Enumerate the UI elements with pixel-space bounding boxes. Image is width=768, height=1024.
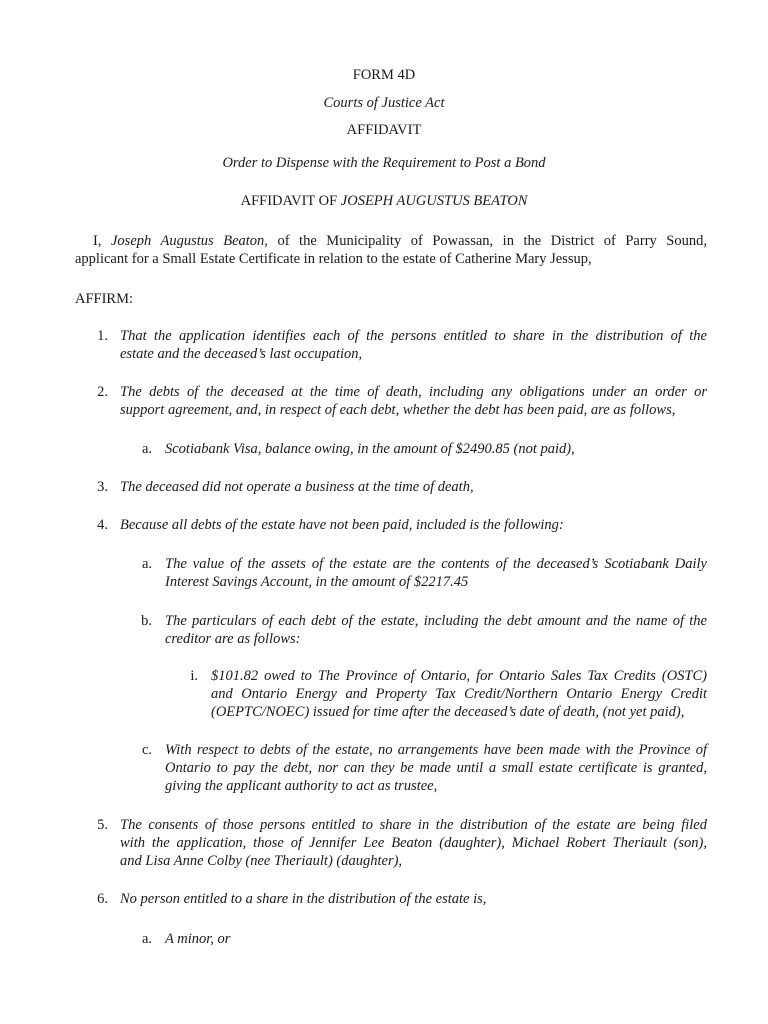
item-4c-line-3: giving the applicant authority to act as trustee,: [165, 778, 438, 794]
item-4bi-line-3: (OEPTC/NOEC) issued for time after the deceased’s date of death, (not yet paid),: [211, 704, 685, 720]
item-number: 1.: [97, 328, 108, 344]
sub-sub-item-numeral: i.: [190, 668, 198, 684]
item-number: 2.: [97, 384, 108, 400]
intro-line-1: I, Joseph Augustus Beaton, of the Municipality of Powassan, in the District of Parry Sound,: [93, 233, 707, 249]
item-6-text: No person entitled to a share in the distribution of the estate is,: [120, 891, 487, 907]
sub-item-letter: b.: [141, 613, 152, 629]
sub-item-letter: a.: [141, 556, 152, 572]
sub-item-letter: a.: [141, 441, 152, 457]
item-2a-text: Scotiabank Visa, balance owing, in the amount of $2490.85 (not paid),: [165, 441, 575, 457]
item-number: 5.: [97, 817, 108, 833]
item-4-text: Because all debts of the estate have not been paid, included is the following:: [120, 517, 564, 533]
document-type: AFFIDAVIT: [346, 122, 422, 138]
item-4bi-line-1: $101.82 owed to The Province of Ontario, for Ontario Sales Tax Credits (OSTC): [211, 668, 707, 684]
order-title: Order to Dispense with the Requirement to Post a Bond: [222, 155, 546, 171]
item-number: 6.: [97, 891, 108, 907]
item-2-line-2: support agreement, and, in respect of each debt, whether the debt has been paid, are as follows,: [120, 402, 676, 418]
item-4bi-line-2: and Ontario Energy and Property Tax Credit/Northern Ontario Energy Credit: [211, 686, 707, 702]
item-1-line-1: That the application identifies each of the persons entitled to share in the distribution of the: [120, 328, 707, 344]
item-number: 4.: [97, 517, 108, 533]
item-4c-line-2: Ontario to pay the debt, nor can they be made until a small estate certificate is granted,: [165, 760, 707, 776]
item-5-line-2: with the application, those of Jennifer Lee Beaton (daughter), Michael Robert Theriault (son),: [120, 835, 707, 851]
item-6a-text: A minor, or: [165, 931, 231, 947]
applicant-name: Joseph Augustus Beaton: [110, 233, 265, 249]
item-number: 3.: [97, 479, 108, 495]
form-number: FORM 4D: [352, 67, 416, 83]
deponent-name: JOSEPH AUGUSTUS BEATON: [340, 193, 528, 209]
item-4c-line-1: With respect to debts of the estate, no arrangements have been made with the Province of: [165, 742, 707, 758]
affirm-heading: AFFIRM:: [75, 291, 134, 307]
item-4b-line-2: creditor are as follows:: [165, 631, 301, 647]
item-4a-line-1: The value of the assets of the estate are the contents of the deceased’s Scotiabank Daily: [165, 556, 707, 572]
item-3-text: The deceased did not operate a business at the time of death,: [120, 479, 474, 495]
item-5-line-3: and Lisa Anne Colby (nee Theriault) (daughter),: [120, 853, 403, 869]
item-4b-line-1: The particulars of each debt of the estate, including the debt amount and the name of the: [165, 613, 707, 629]
sub-item-letter: a.: [141, 931, 152, 947]
sub-item-letter: c.: [141, 742, 152, 758]
item-2-line-1: The debts of the deceased at the time of death, including any obligations under an order or: [120, 384, 707, 400]
act-title: Courts of Justice Act: [323, 95, 445, 111]
item-5-line-1: The consents of those persons entitled to share in the distribution of the estate are being filed: [120, 817, 707, 833]
item-1-line-2: estate and the deceased’s last occupation,: [120, 346, 363, 362]
affidavit-title: [0, 193, 768, 210]
intro-line-2: applicant for a Small Estate Certificate in relation to the estate of Catherine Mary Jessup,: [75, 251, 592, 267]
title-prefix: AFFIDAVIT OF: [240, 193, 341, 209]
item-4a-line-2: Interest Savings Account, in the amount of $2217.45: [165, 574, 469, 590]
